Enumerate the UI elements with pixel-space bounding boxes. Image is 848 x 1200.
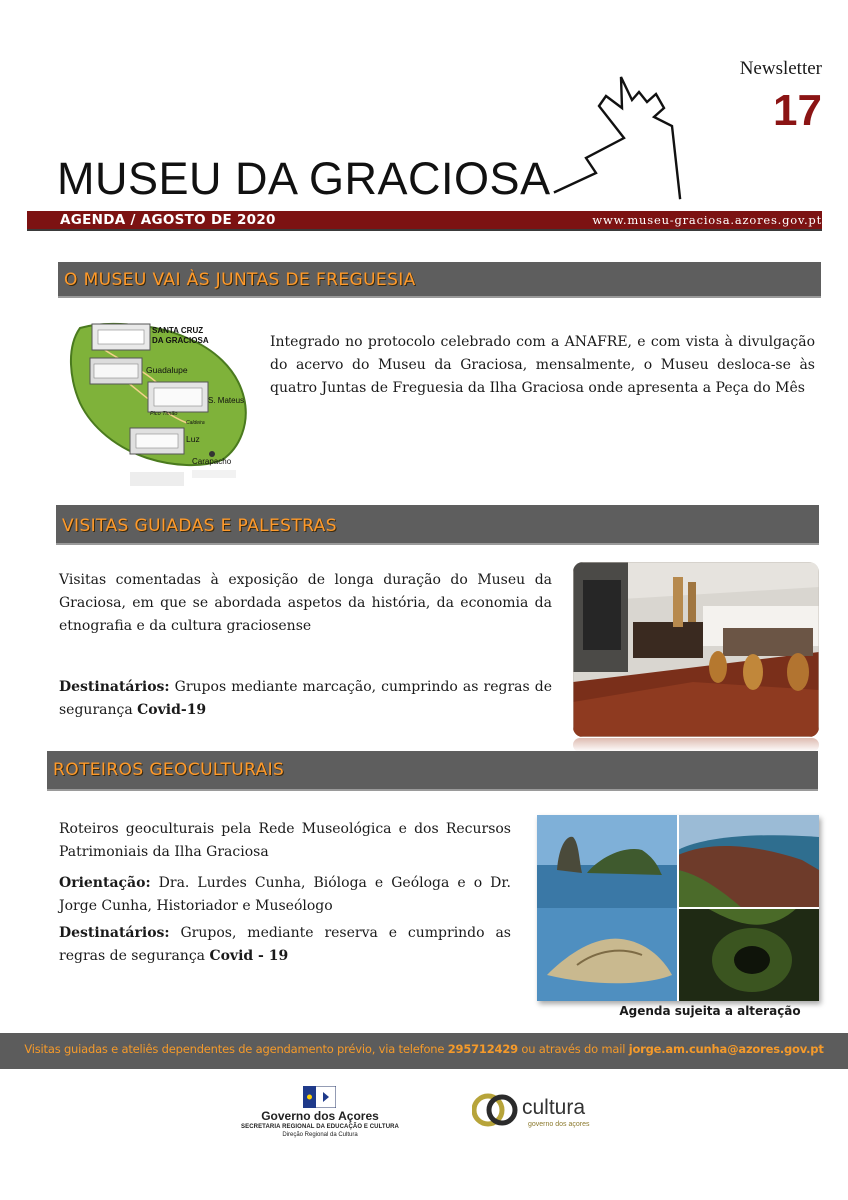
map-label-pico-timao: Pico Timão (150, 411, 178, 417)
covid-label: Covid-19 (137, 702, 207, 718)
destinatarios-text: Grupos, mediante reserva e cumprindo as regras de segurança (59, 925, 511, 964)
map-label-carapacho: Carapacho (192, 457, 232, 466)
government-secretariat: SECRETARIA REGIONAL DA EDUCAÇÃO E CULTURA (241, 1124, 399, 1130)
azores-flag-icon (303, 1086, 336, 1108)
section-visitas-destinatarios (59, 676, 552, 722)
section-roteiros-text: Roteiros geoculturais pela Rede Museológica e dos Recursos Patrimoniais da Ilha Graciosa (59, 821, 511, 860)
section-title-juntas: O MUSEU VAI ÀS JUNTAS DE FREGUESIA (64, 270, 416, 290)
government-direction: Direção Regional da Cultura (282, 1132, 358, 1138)
footer-intro: Visitas guiadas e ateliês dependentes de agendamento prévio, via telefone (24, 1042, 448, 1056)
cultura-logo-icon (472, 1092, 522, 1128)
section-roteiros-destinatarios (59, 922, 511, 968)
map-label-caldeira: Caldeira (186, 420, 205, 426)
map-label-s-mateus: S. Mateus (208, 396, 245, 405)
graciosa-map-image (62, 318, 257, 498)
exhibition-photo (573, 562, 819, 737)
newsletter-label: Newsletter (739, 58, 822, 79)
map-label-santa-cruz-1: SANTA CRUZ (152, 326, 204, 335)
destinatarios-label: Destinatários: (59, 679, 170, 695)
covid-label: Covid - 19 (209, 948, 289, 964)
website-link[interactable]: www.museu-graciosa.azores.gov.pt (592, 213, 822, 227)
geocultural-photo-grid (537, 815, 819, 1001)
section-title-roteiros: ROTEIROS GEOCULTURAIS (53, 760, 285, 780)
map-label-santa-cruz-2: DA GRACIOSA (152, 336, 209, 345)
destinatarios-text: Grupos mediante marcação, cumprindo as regras de segurança (59, 679, 552, 718)
map-label-luz: Luz (186, 434, 200, 444)
government-name: Governo dos Açores (261, 1109, 379, 1123)
footer-contact-text (0, 1042, 848, 1056)
section-visitas-text: Visitas comentadas à exposição de longa duração do Museu da Graciosa, em que se abordada aspetos da história, da economia da etnografia e da cultura graciosense (59, 572, 552, 634)
footer-email[interactable]: jorge.am.cunha@azores.gov.pt (628, 1042, 824, 1056)
issue-number: 17 (773, 86, 822, 135)
photo-reflection (573, 738, 819, 752)
section-juntas-text: Integrado no protocolo celebrado com a ANAFRE, e com vista à divulgação do acervo do Museu da Graciosa, mensalmente, o Museu desloca-se às quatro Juntas de Freguesia da Ilha Graciosa onde apresenta a Peça do Mês (270, 334, 815, 396)
destinatarios-label: Destinatários: (59, 925, 170, 941)
footer-mail-intro: ou através do mail (517, 1042, 629, 1056)
section-roteiros-orientacao (59, 872, 511, 918)
agenda-subject-to-change-note: Agenda sujeita a alteração (619, 1004, 801, 1018)
orientacao-text: Dra. Lurdes Cunha, Bióloga e Geóloga e o Dr. Jorge Cunha, Historiador e Museólogo (59, 875, 511, 914)
cultura-logo-word: cultura (522, 1096, 586, 1119)
windmill-logo (540, 72, 690, 204)
agenda-date: AGENDA / AGOSTO DE 2020 (60, 212, 276, 228)
museum-title: MUSEU DA GRACIOSA (57, 153, 551, 204)
footer-phone[interactable]: 295712429 (447, 1042, 518, 1056)
section-title-visitas: VISITAS GUIADAS E PALESTRAS (62, 516, 337, 536)
orientacao-label: Orientação: (59, 875, 151, 891)
map-label-guadalupe: Guadalupe (146, 365, 188, 375)
cultura-logo-subtitle: governo dos açores (528, 1121, 590, 1128)
